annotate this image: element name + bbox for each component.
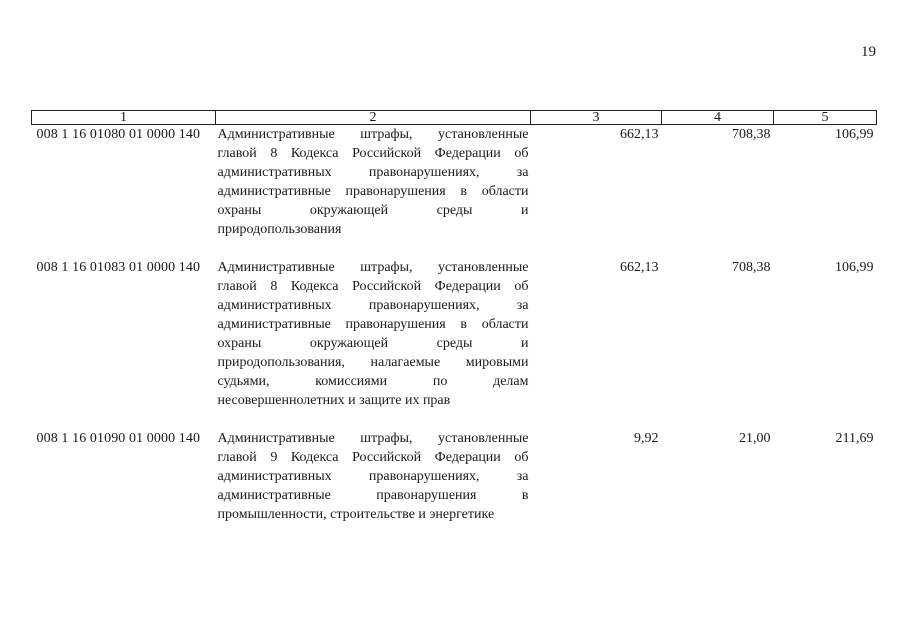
spacer-cell <box>774 239 877 258</box>
spacer-cell <box>216 239 531 258</box>
table-row <box>32 429 877 524</box>
budget-code: 008 1 16 01090 01 0000 140 <box>36 431 201 446</box>
header-col-1: 1 <box>32 111 216 125</box>
value-col3: 662,13 <box>620 127 659 142</box>
description-line: главой 8 Кодекса Российской Федерации об <box>217 279 529 294</box>
value-col4: 21,00 <box>739 431 771 446</box>
description-line: административные правонарушения в области <box>217 317 529 332</box>
row-spacer <box>32 410 877 429</box>
spacer-cell <box>531 410 662 429</box>
page-number: 19 <box>861 44 876 60</box>
spacer-cell <box>32 410 216 429</box>
description-line: главой 8 Кодекса Российской Федерации об <box>217 146 529 161</box>
spacer-cell <box>531 239 662 258</box>
table-header <box>32 111 877 125</box>
description-line: административные правонарушения в <box>217 488 529 503</box>
value-col5: 106,99 <box>835 260 874 275</box>
description-line: административных правонарушениях, за <box>217 298 529 313</box>
table-body <box>32 125 877 525</box>
description-line: природопользования, налагаемые мировыми <box>217 355 529 370</box>
value-col4: 708,38 <box>732 127 771 142</box>
description-line: природопользования <box>217 222 342 237</box>
table-row <box>32 258 877 410</box>
description-line: административные правонарушения в области <box>217 184 529 199</box>
description-line: административных правонарушениях, за <box>217 469 529 484</box>
value-col4: 708,38 <box>732 260 771 275</box>
item-description <box>216 258 531 410</box>
description-line: Административные штрафы, установленные <box>217 127 529 142</box>
description-line: охраны окружающей среды и <box>217 336 529 351</box>
spacer-cell <box>774 410 877 429</box>
value-col5: 211,69 <box>835 431 874 446</box>
item-description <box>216 125 531 240</box>
spacer-cell <box>32 239 216 258</box>
description-line: промышленности, строительстве и энергетике <box>217 507 495 522</box>
header-col-5: 5 <box>774 111 877 125</box>
value-col3: 662,13 <box>620 260 659 275</box>
header-col-4: 4 <box>662 111 774 125</box>
spacer-cell <box>662 239 774 258</box>
description-line: охраны окружающей среды и <box>217 203 529 218</box>
item-description <box>216 429 531 524</box>
description-line: Административные штрафы, установленные <box>217 260 529 275</box>
value-col3: 9,92 <box>634 431 659 446</box>
description-line: главой 9 Кодекса Российской Федерации об <box>217 450 529 465</box>
spacer-cell <box>662 410 774 429</box>
description-line: несовершеннолетних и защите их прав <box>217 393 451 408</box>
header-row <box>32 111 877 125</box>
description-line: Административные штрафы, установленные <box>217 431 529 446</box>
spacer-cell <box>216 410 531 429</box>
description-line: судьями, комиссиями по делам <box>217 374 529 389</box>
value-col5: 106,99 <box>835 127 874 142</box>
description-line: административных правонарушениях, за <box>217 165 529 180</box>
budget-code: 008 1 16 01080 01 0000 140 <box>36 127 201 142</box>
row-spacer <box>32 239 877 258</box>
table-row <box>32 125 877 240</box>
budget-table <box>31 110 877 524</box>
budget-code: 008 1 16 01083 01 0000 140 <box>36 260 201 275</box>
header-col-3: 3 <box>531 111 662 125</box>
header-col-2: 2 <box>216 111 531 125</box>
